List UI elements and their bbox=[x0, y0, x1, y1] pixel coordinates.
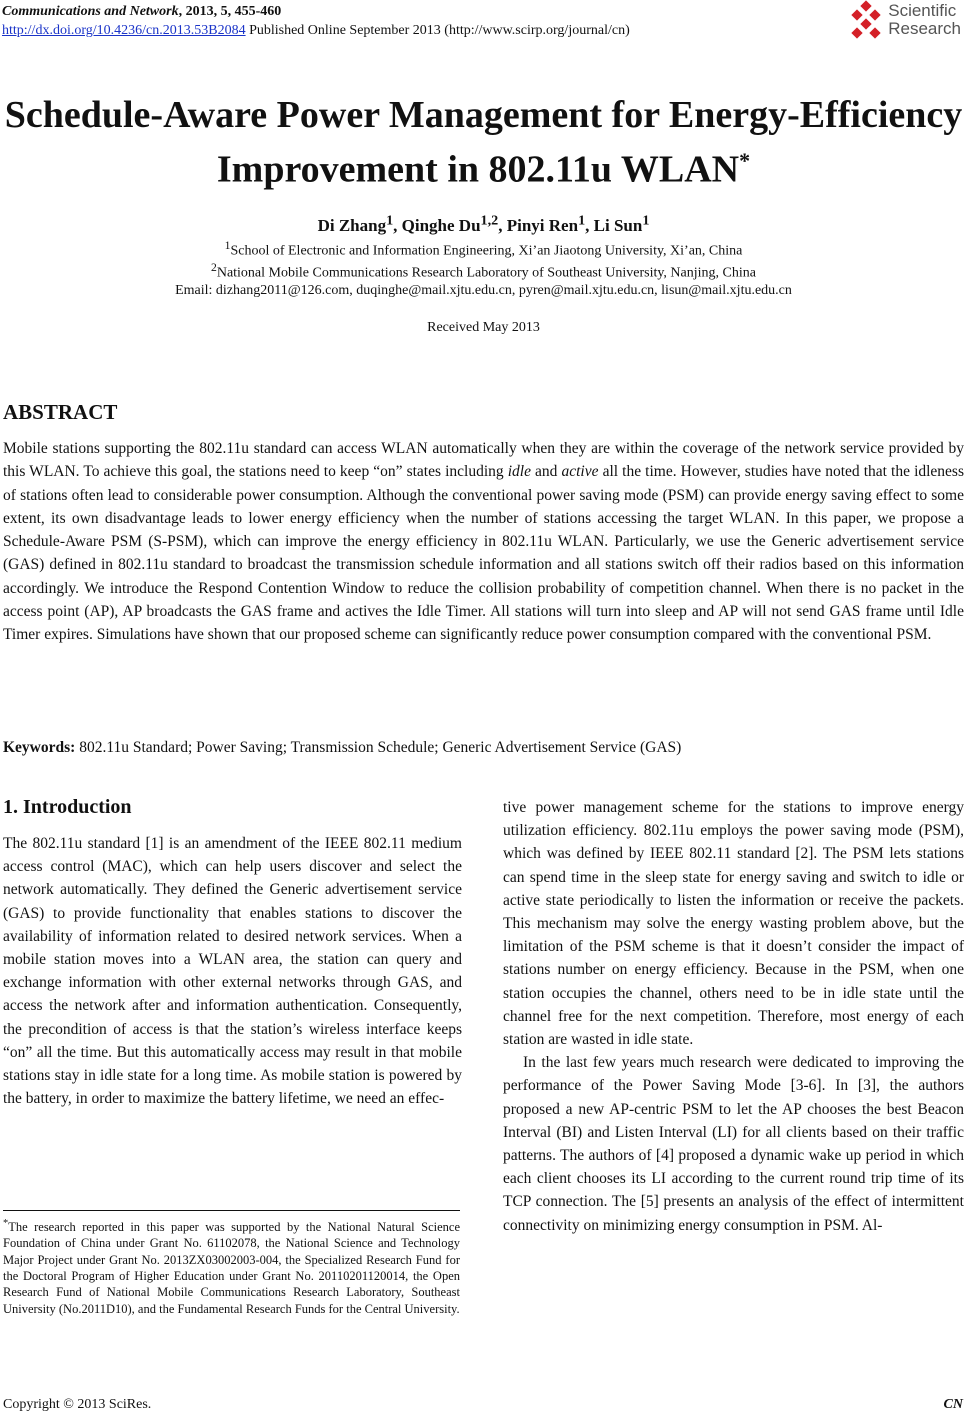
left-column bbox=[3, 832, 462, 1110]
author: Qinghe Du$^{1,2}$, bbox=[401, 212, 507, 235]
received-date: Received May 2013 bbox=[427, 320, 540, 335]
body-paragraph: tive power management scheme for the stations to improve energy utilization efficiency. 802.11u employs the power saving mode (PSM), which was defined by IEEE 802.11 standard [2]. The PSM lets stations can spend time in the sleep state for energy saving and switch to idle or active state periodically to listen the information or receive the packets. This mechanism may solve the energy wasting problem above, but the limitation of the PSM scheme is that it doesn’t consider the impact of stations number on energy efficiency. Because in the PSM, when one station occupies the channel, others need to be in idle state until the channel free for the next competition. Therefore, most energy of each station are wasted in idle state. bbox=[503, 799, 964, 1049]
journal-citation bbox=[2, 2, 630, 21]
title-line-2: Improvement in 802.11u WLAN* bbox=[216, 148, 751, 191]
author: Pinyi Ren$^1$, bbox=[506, 212, 594, 235]
author-list bbox=[0, 212, 967, 236]
body-paragraph: The 802.11u standard [1] is an amendment of the IEEE 802.11 medium access control (MAC), which can help users discover and select the network automatically. They defined the Generic advertisement service (GAS) to provide functionality that enables stations to discover the availability of information related to desired network services. When a mobile station moves into a WLAN area, the station can query and exchange information with other external networks through GAS, and access the network after and information authentication. Consequently, the precondition of access is that the station’s wireless interface keeps “on” all the time. But this automatically access may result in that mobile stations stay in idle state for a long time. As mobile station is powered by the battery, in order to maximize the battery lifetime, we need an effec- bbox=[3, 835, 462, 1108]
footnote-divider bbox=[3, 1210, 460, 1211]
published-info: Published Online September 2013 (http://www.scirp.org/journal/cn) bbox=[245, 23, 630, 38]
section-heading: 1. Introduction bbox=[3, 796, 132, 818]
title-line-1: Schedule-Aware Power Management for Energy-Efficiency bbox=[4, 94, 963, 136]
journal-volume: , 2013, 5, 455-460 bbox=[178, 4, 282, 19]
journal-abbreviation: CN bbox=[943, 1397, 963, 1412]
paper-title bbox=[0, 92, 967, 193]
logo-mark-icon bbox=[848, 2, 884, 38]
copyright-notice: Copyright © 2013 SciRes. bbox=[3, 1397, 152, 1412]
keywords-label: Keywords: bbox=[3, 739, 76, 756]
logo-text: Scientific Research bbox=[888, 1, 961, 38]
funding-footnote: *The research reported in this paper was supported by the National Natural Science Foundation of China under Grant No. 61102078, the National Science and Technology Major Project under Grant No. 2013ZX03002003-004, the Specialized Research Fund for the Doctoral Program of Higher Education under Grant No. 20110201120014, the Open Research Fund of National Mobile Communications Research Laboratory, Southeast University (No.2011D10), and the Fundamental Research Funds for the Central University. bbox=[3, 1218, 460, 1316]
keywords bbox=[3, 739, 964, 757]
right-column bbox=[503, 796, 964, 1237]
journal-header bbox=[2, 2, 630, 40]
affiliation-2: $^2$National Mobile Communications Research Laboratory of Southeast University, Nanjing, China bbox=[211, 261, 756, 281]
affiliation-1: $^1$School of Electronic and Information Engineering, Xi’an Jiaotong University, Xi’an, China bbox=[224, 239, 743, 259]
title-footnote-mark: * bbox=[739, 148, 751, 173]
keywords-list: 802.11u Standard; Power Saving; Transmission Schedule; Generic Advertisement Service (GAS) bbox=[75, 739, 682, 756]
publisher-logo bbox=[848, 2, 961, 38]
abstract-heading: ABSTRACT bbox=[3, 400, 118, 424]
body-paragraph: In the last few years much research were dedicated to improving the performance of the Power Saving Mode [3-6]. In [3], the authors proposed a new AP-centric PSM to let the AP chooses the best Beacon Interval (BI) and Listen Interval (LI) for all clients based on their traffic patterns. The authors of [4] proposed a dynamic wake up period in which each client chooses its LI according to the current round trip time of its TCP connection. The [5] presents an analysis of the effect of intermittent connectivity on minimizing energy consumption in PSM. Al- bbox=[503, 1054, 964, 1234]
journal-name: Communications and Network bbox=[2, 4, 179, 19]
publication-line bbox=[2, 21, 630, 40]
doi-link[interactable]: http://dx.doi.org/10.4236/cn.2013.53B2084 bbox=[2, 23, 246, 38]
author: Di Zhang$^1$, bbox=[317, 212, 402, 235]
author: Li Sun$^1$ bbox=[593, 212, 650, 235]
abstract-text: Mobile stations supporting the 802.11u standard can access WLAN automatically when they are within the coverage of the network service provided by this WLAN. To achieve this goal, the stations need to keep “on” states including idle and active all the time. However, studies have noted that the idleness of stations often lead to considerable power consumption. Although the conventional power saving mode (PSM) can provide energy saving effect to some extent, its own disadvantage leads to lower energy efficiency when the number of stations accessing the target WLAN. In this paper, we propose a Schedule-Aware PSM (S-PSM), which can improve the energy efficiency in 802.11u WLAN. Particularly, we use the Generic advertisement service (GAS) defined in 802.11u standard to broadcast the transmission schedule information and all stations switch off their radios based on this information accordingly. We introduce the Respond Contention Window to reduce the collision probability of competition channel. When there is no packet in the access point (AP), AP broadcasts the GAS frame and actives the Idle Timer. All stations will turn into sleep and AP will not send GAS frame until Idle Timer expires. Simulations have shown that our proposed scheme can significantly reduce power consumption compared with the conventional PSM. bbox=[3, 440, 964, 644]
author-emails: Email: dizhang2011@126.com, duqinghe@mail.xjtu.edu.cn, pyren@mail.xjtu.edu.cn, lisun@mail.xjtu.edu.cn bbox=[175, 283, 792, 298]
